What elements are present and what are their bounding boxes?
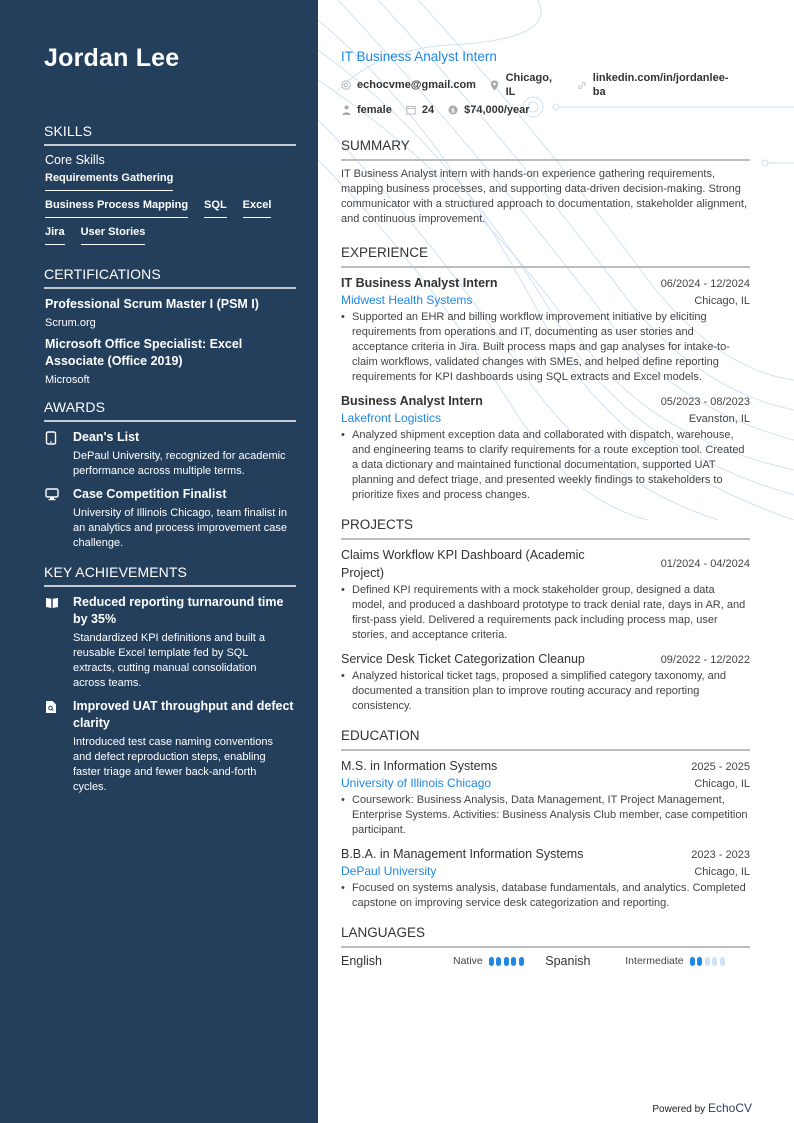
experience-entry	[341, 392, 750, 503]
achievement-title: Improved UAT throughput and defect clarity	[73, 699, 294, 730]
languages-section	[341, 925, 750, 968]
proficiency-dot	[720, 957, 725, 966]
award-item	[45, 486, 296, 551]
map-pin-icon	[490, 80, 500, 90]
location: Chicago, IL	[694, 866, 750, 878]
description-bullet: • Defined KPI requirements with a mock stakeholder group, designed a data model, and produced a dashboard prototype to track denial rate, days in AR, and first-pass yield. Delivered a requirements pack including process map, user stories, and acceptance criteria.	[341, 583, 750, 643]
languages-list	[341, 954, 750, 968]
user-icon	[341, 105, 351, 115]
language-name: English	[341, 954, 382, 968]
proficiency-dot	[712, 957, 717, 966]
skills-tags	[45, 172, 297, 253]
description-bullet: • Coursework: Business Analysis, Data Management, IT Project Management, Enterprise Systems. Activities: Business Analysis Club member, case competition participant.	[341, 793, 750, 838]
date-range: 2025 - 2025	[691, 761, 750, 773]
experience-section	[341, 245, 750, 503]
date-range: 05/2023 - 08/2023	[660, 396, 750, 408]
project-title: Service Desk Ticket Categorization Cleanup	[341, 652, 585, 666]
proficiency-dot	[496, 957, 501, 966]
certification-issuer: Scrum.org	[45, 317, 96, 329]
skills-section	[44, 123, 296, 253]
location: Evanston, IL	[688, 413, 750, 425]
proficiency-dot	[690, 957, 695, 966]
powered-by-label: Powered by	[652, 1104, 706, 1115]
awards-heading: AWARDS	[44, 399, 296, 422]
description-bullet: • Supported an EHR and billing workflow improvement initiative by eliciting requirements from operations and IT, documenting as user stories and acceptance criteria in Jira. Built process maps and gap analyses for intake-to-claim workflows, validated changes with SMEs, and helped define reporting requirements for KPI dashboards using SQL extracts and Excel models.	[341, 310, 750, 385]
skill-tag: Requirements Gathering	[45, 172, 173, 191]
projects-heading: PROJECTS	[341, 517, 750, 540]
proficiency-dot	[504, 957, 509, 966]
at-icon	[341, 80, 351, 90]
book-open-icon	[45, 594, 73, 691]
date-range: 2023 - 2023	[691, 849, 750, 861]
description-bullet: • Analyzed historical ticket tags, proposed a simplified category taxonomy, and documented a transition plan to improve routing accuracy and reporting consistency.	[341, 669, 750, 714]
skills-heading: SKILLS	[44, 123, 296, 146]
description-bullet: • Focused on systems analysis, database fundamentals, and analytics. Completed capstone on improving service desk categorization and reporting.	[341, 881, 750, 911]
svg-text:$: $	[451, 107, 456, 115]
education-entry	[341, 757, 750, 838]
awards-section	[44, 399, 296, 551]
contact-gender: female	[341, 103, 392, 117]
calendar-icon	[406, 105, 416, 115]
skill-tag: Excel	[243, 199, 272, 218]
job-title: IT Business Analyst Intern	[341, 49, 497, 64]
certifications-heading: CERTIFICATIONS	[44, 266, 296, 289]
proficiency-dot	[697, 957, 702, 966]
date-range: 01/2024 - 04/2024	[660, 558, 750, 570]
experience-heading: EXPERIENCE	[341, 245, 750, 268]
skills-group-label: Core Skills	[45, 153, 105, 167]
location: Chicago, IL	[694, 778, 750, 790]
achievement-item	[45, 698, 296, 795]
school-name: DePaul University	[341, 864, 437, 878]
file-search-icon	[45, 698, 73, 795]
summary-text: IT Business Analyst intern with hands-on experience gathering requirements, mapping business processes, and supporting data-driven decision-making. Strong communicator with a structured approach to documentation, stakeholder alignment, and continuous improvement.	[341, 168, 747, 225]
summary-heading: SUMMARY	[341, 138, 750, 161]
contact-linkedin[interactable]: linkedin.com/in/jordanlee-ba	[577, 71, 736, 99]
award-title: Case Competition Finalist	[73, 487, 227, 501]
location: Chicago, IL	[694, 295, 750, 307]
achievements-section	[44, 564, 296, 795]
skill-tag: SQL	[204, 199, 227, 218]
brand-link[interactable]: EchoCV	[707, 1101, 752, 1115]
achievement-item	[45, 594, 296, 691]
position-title: IT Business Analyst Intern	[341, 276, 498, 290]
certification-issuer: Microsoft	[45, 374, 90, 386]
proficiency-dots	[690, 957, 728, 966]
contact-row-2	[341, 103, 750, 117]
sidebar	[0, 0, 318, 1123]
main-content	[341, 48, 750, 986]
proficiency-dot	[519, 957, 524, 966]
candidate-name: Jordan Lee	[44, 44, 180, 72]
company-name: Midwest Health Systems	[341, 293, 473, 307]
footer	[652, 1101, 752, 1115]
certification-title: Professional Scrum Master I (PSM I)	[45, 297, 259, 311]
award-item	[45, 429, 296, 479]
language-level: Intermediate	[625, 955, 684, 967]
achievements-heading: KEY ACHIEVEMENTS	[44, 564, 296, 587]
company-name: Lakefront Logistics	[341, 411, 442, 425]
contact-location: Chicago, IL	[490, 71, 563, 99]
education-section	[341, 728, 750, 911]
proficiency-dot	[511, 957, 516, 966]
project-title: Claims Workflow KPI Dashboard (Academic Project)	[341, 548, 585, 580]
education-entry	[341, 845, 750, 911]
certification-title: Microsoft Office Specialist: Excel Associate (Office 2019)	[45, 337, 243, 368]
projects-section	[341, 517, 750, 714]
project-entry	[341, 546, 750, 643]
education-heading: EDUCATION	[341, 728, 750, 751]
description-bullet: • Analyzed shipment exception data and collaborated with dispatch, warehouse, and engineering teams to clarify requirements for a route exception tool. Created a data dictionary and maintained functional documentation, supported UAT planning and defect triage, and presented weekly findings to stakeholders to prioritize fixes and process changes.	[341, 428, 750, 503]
skill-tag: User Stories	[81, 226, 146, 245]
language-level: Native	[453, 955, 483, 967]
award-title: Dean's List	[73, 430, 140, 444]
achievement-description: Standardized KPI definitions and built a reusable Excel template fed by SQL extracts, cutting manual consolidation across teams.	[73, 632, 266, 689]
award-description: DePaul University, recognized for academic performance across multiple terms.	[73, 450, 286, 477]
achievement-title: Reduced reporting turnaround time by 35%	[73, 595, 284, 626]
monitor-icon	[45, 486, 73, 551]
position-title: Business Analyst Intern	[341, 394, 483, 408]
degree: B.B.A. in Management Information Systems	[341, 847, 584, 861]
contact-age: 24	[406, 103, 434, 117]
contact-email[interactable]: echocvme@gmail.com	[341, 78, 476, 92]
coin-icon	[448, 105, 458, 115]
experience-entry	[341, 274, 750, 385]
certification-item	[45, 296, 296, 329]
project-entry	[341, 650, 750, 714]
certification-item	[45, 336, 296, 386]
proficiency-dot	[705, 957, 710, 966]
proficiency-dot	[489, 957, 494, 966]
contact-row-1	[341, 71, 750, 99]
achievement-description: Introduced test case naming conventions and defect reproduction steps, enabling faster triage and fewer back-and-forth cycles.	[73, 736, 273, 793]
link-icon	[577, 80, 587, 90]
languages-heading: LANGUAGES	[341, 925, 750, 948]
date-range: 06/2024 - 12/2024	[660, 278, 750, 290]
contact-salary: $ $74,000/year	[448, 103, 529, 117]
school-name: University of Illinois Chicago	[341, 776, 492, 790]
certifications-section	[44, 266, 296, 386]
skill-tag: Business Process Mapping	[45, 199, 188, 218]
date-range: 09/2022 - 12/2022	[660, 654, 750, 666]
proficiency-dots	[489, 957, 527, 966]
tablet-icon	[45, 429, 73, 479]
degree: M.S. in Information Systems	[341, 759, 498, 773]
language-name: Spanish	[545, 954, 591, 968]
summary-section	[341, 138, 750, 227]
award-description: University of Illinois Chicago, team finalist in an analytics and process improvement case challenge.	[73, 507, 287, 549]
skill-tag: Jira	[45, 226, 65, 245]
